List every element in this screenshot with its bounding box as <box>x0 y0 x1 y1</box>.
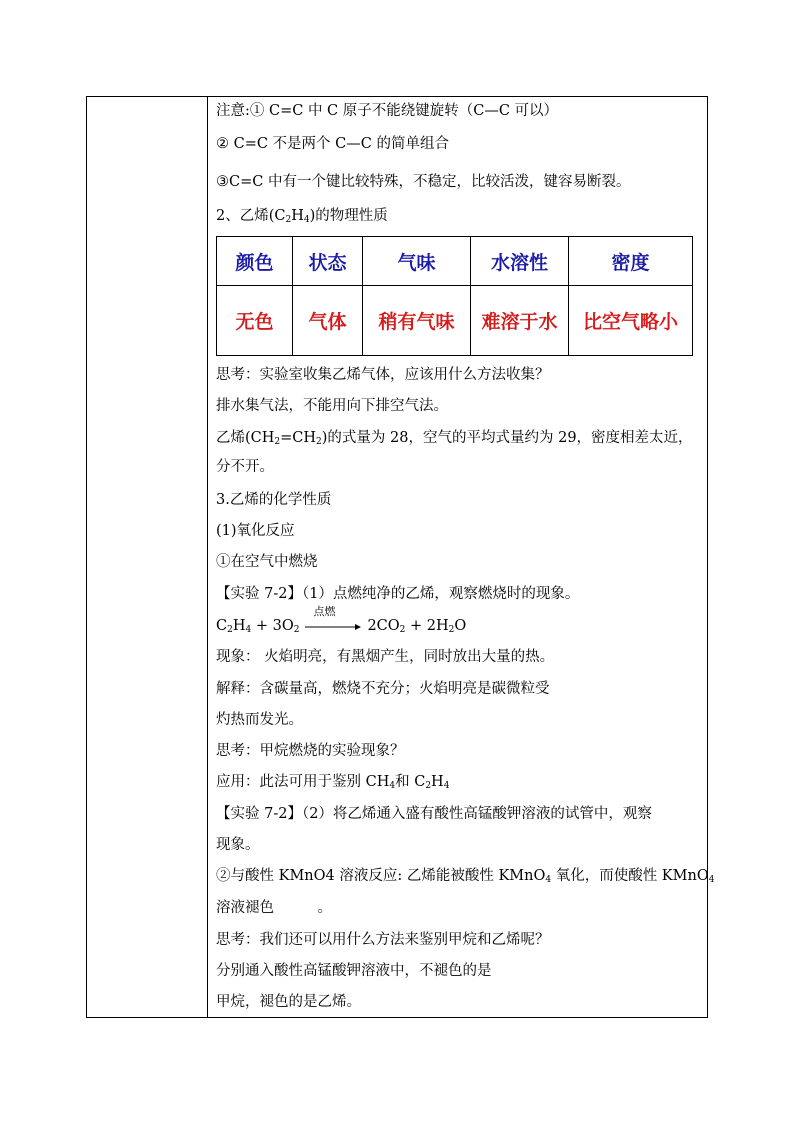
header-cell-color: 颜色 <box>217 237 293 286</box>
header-cell-solubility: 水溶性 <box>471 237 569 286</box>
header-cell-odor: 气味 <box>363 237 471 286</box>
value-cell-state: 气体 <box>293 286 363 356</box>
think-reason-line-2: 分不开。 <box>216 459 274 475</box>
arrow-icon <box>305 623 361 631</box>
explanation-line-2: 灼热而发光。 <box>216 712 303 728</box>
note-3: ③C=C 中有一个键比较特殊，不稳定，比较活泼，键容易断裂。 <box>216 174 631 190</box>
value-cell-color: 无色 <box>217 286 293 356</box>
note-1: 注意:① C=C 中 C 原子不能绕键旋转（C—C 可以） <box>216 103 559 119</box>
chemical-properties-heading: 3.乙烯的化学性质 <box>216 492 332 508</box>
note-2: ② C=C 不是两个 C—C 的简单组合 <box>216 136 449 152</box>
kmno4-reaction-line-2: 溶液褪色 。 <box>216 900 332 916</box>
think-answer-1: 排水集气法，不能用向下排空气法。 <box>216 398 448 414</box>
experiment-2-line-1: 【实验 7-2】（2）将乙烯通入盛有酸性高锰酸钾溶液的试管中，观察 <box>216 806 652 822</box>
table-header-row <box>217 237 693 286</box>
reaction-condition: 点燃 <box>313 605 336 618</box>
answer-3-line-2: 甲烷，褪色的是乙烯。 <box>216 994 361 1010</box>
oxidation-heading: (1)氧化反应 <box>216 523 295 539</box>
application-text: 应用：此法可用于鉴别 $CH_4$和 $C_2H_4$ <box>216 774 450 791</box>
explanation-line-1: 解释：含碳量高，燃烧不充分；火焰明亮是碳微粒受 <box>216 681 550 697</box>
reaction-arrow <box>305 605 361 633</box>
header-cell-state: 状态 <box>293 237 363 286</box>
combustion-equation: $C_2H_4 + 3O_2$ 点燃 $2CO_2 + 2H_2O$ <box>216 605 467 635</box>
think-question-1: 思考：实验室收集乙烯气体，应该用什么方法收集？ <box>216 367 550 383</box>
lesson-table <box>86 96 715 1018</box>
header-cell-density: 密度 <box>569 237 693 286</box>
combustion-heading: ①在空气中燃烧 <box>216 554 318 570</box>
physical-properties-table <box>216 236 693 356</box>
experiment-2-line-2: 现象。 <box>216 837 260 853</box>
value-cell-odor: 稍有气味 <box>363 286 471 356</box>
value-cell-solubility: 难溶于水 <box>471 286 569 356</box>
think-question-2: 思考：甲烷燃烧的实验现象？ <box>216 743 405 759</box>
value-cell-density: 比空气略小 <box>569 286 693 356</box>
answer-3-line-1: 分别通入酸性高锰酸钾溶液中，不褪色的是 <box>216 963 492 979</box>
think-question-3: 思考：我们还可以用什么方法来鉴别甲烷和乙烯呢？ <box>216 932 550 948</box>
phenomenon-text: 现象： 火焰明亮，有黑烟产生，同时放出大量的热。 <box>216 649 555 665</box>
kmno4-reaction-line-1: ②与酸性 KMnO4 溶液反应: 乙烯能被酸性 KMnO$_4$ 氧化，而使酸性 KMnO$_4$ <box>216 868 715 885</box>
physical-properties-heading: 2、乙烯$(C_2H_4)$的物理性质 <box>216 208 388 225</box>
table-value-row <box>217 286 693 356</box>
experiment-1-text: 【实验 7-2】（1）点燃纯净的乙烯，观察燃烧时的现象。 <box>216 586 580 602</box>
column-divider <box>207 97 208 1017</box>
think-reason-line-1: 乙烯$(CH_2=CH_2)$的式量为 28，空气的平均式量约为 29，密度相差太近， <box>216 430 693 447</box>
